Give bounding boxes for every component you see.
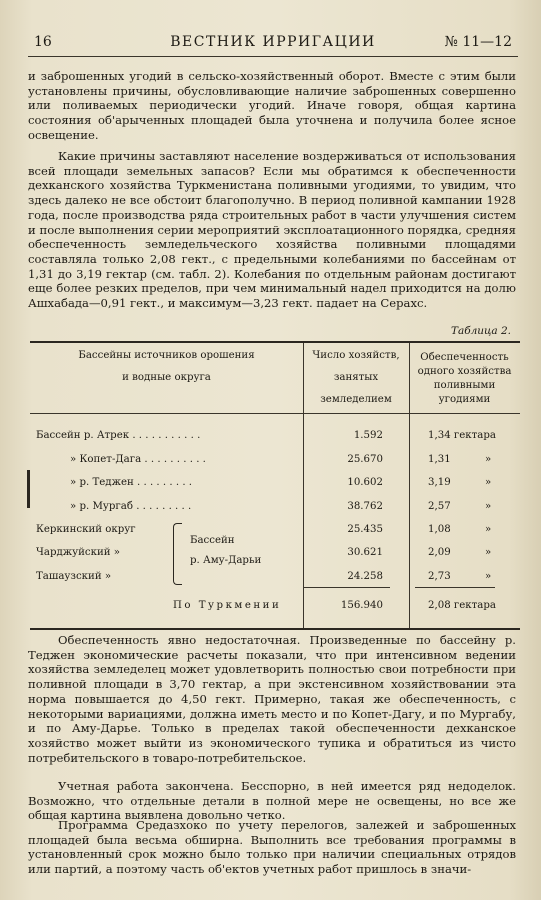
total-label: По Туркмении [173, 600, 282, 611]
total-rule [304, 587, 390, 588]
row-name: Керкинский округ [36, 524, 136, 535]
brace-label-amudarya: р. Аму-Дарьи [190, 555, 262, 566]
margin-mark [27, 470, 30, 508]
row-households: 25.670 [347, 454, 383, 465]
page-number: 16 [34, 34, 52, 50]
row-area: 2,73 [428, 571, 451, 582]
paragraph-5: Программа Средазхоко по учету перелогов, залежей и заброшенных площадей была весьма обширна. Выполнить все требования программы в установленный срок можно было только при наличии специальных отрядов или партий, а поэтому часть об'ектов учетных работ пришлось в значи- [28, 818, 516, 877]
ditto-mark: » [485, 524, 492, 535]
paragraph-4: Учетная работа закончена. Бесспорно, в ней имеется ряд недоделок. Возможно, что отдельные детали в полной мере не освещены, но все же общая картина выявлена довольно четко. [28, 779, 516, 823]
total-households: 156.940 [340, 600, 383, 611]
ditto-mark: » [485, 501, 492, 512]
brace-label-basin: Бассейн [190, 535, 235, 546]
row-households: 30.621 [347, 547, 383, 558]
journal-title: ВЕСТНИК ИРРИГАЦИИ [170, 34, 376, 50]
row-households: 10.602 [347, 477, 383, 488]
table-caption: Таблица 2. [450, 325, 511, 337]
header-basins [30, 345, 303, 389]
row-area: 1,31 [428, 454, 451, 465]
row-name: Чарджуйский » [36, 547, 121, 558]
row-area: 3,19 [428, 477, 451, 488]
row-name: » р. Теджен . . . . . . . . . [70, 477, 193, 488]
paragraph-3: Обеспеченность явно недостаточная. Произведенные по бассейну р. Теджен экономические расчеты показали, что при интенсивном ведении хозяйства земледелец может удовлетворить полностью свои потребности при поливной площади в 3,70 гектар, а при экстенсивном хозяйствовании эта норма повышается до 4,50 гект. Примерно, такая же обеспеченность, с некоторыми вариациями, должна иметь место и по Копет-Дагу, и по Мургабу, и по Аму-Дарье. Только в пределах такой обеспеченности дехканское хозяйство может выйти из экономического тупика и обратиться из чисто потребительского в товаро-потребительское. [28, 633, 516, 765]
row-area: 1,34 гектара [428, 430, 496, 441]
row-households: 25.435 [347, 524, 383, 535]
header-area: Обеспеченность одного хозяйства поливными угодиями [417, 352, 512, 405]
row-area: 1,08 [428, 524, 451, 535]
header-basins-line2: и водные округа [122, 372, 211, 383]
row-name: Бассейн р. Атрек . . . . . . . . . . . [36, 430, 201, 441]
ditto-mark: » [485, 547, 492, 558]
row-households: 24.258 [347, 571, 383, 582]
ditto-mark: » [485, 571, 492, 582]
header-households: Число хозяйств, занятых земледелием [312, 350, 400, 405]
households-table [30, 341, 520, 630]
row-name: » Копет-Дага . . . . . . . . . . [70, 454, 206, 465]
row-households: 1.592 [353, 430, 383, 441]
ditto-mark: » [485, 454, 492, 465]
page-header [28, 34, 518, 57]
header-rule [30, 413, 520, 414]
header-basins-line1: Бассейны источников орошения [78, 350, 255, 361]
total-rule [415, 587, 495, 588]
row-area: 2,09 [428, 547, 451, 558]
row-name: » р. Мургаб . . . . . . . . . [70, 501, 192, 512]
ditto-mark: » [485, 477, 492, 488]
total-area: 2,08 гектара [428, 600, 496, 611]
paragraph-1: и заброшенных угодий в сельско-хозяйственный оборот. Вместе с этим были установлены причины, обусловливающие наличие заброшенных совершенно или поливаемых периодически угодий. Иначе говоря, общая картина состояния об'арыченных площадей была уточнена и получила более ясное освещение. [28, 69, 516, 142]
paragraph-2: Какие причины заставляют население воздерживаться от использования всей площади земельных запасов? Если мы обратимся к обеспеченности дехканского хозяйства Туркменистана поливными угодиями, то увидим, что здесь далеко не все обстоит благополучно. В период поливной кампании 1928 года, после производства ряда строительных работ в части улучшения систем и после выполнения серии мероприятий эксплоатационного порядка, средняя обеспеченность земледельческого хозяйства поливными площадями составляла только 2,08 гект., с предельными колебаниями по бассейнам от 1,31 до 3,19 гектар (см. табл. 2). Колебания по отдельным районам достигают еще более резких пределов, при чем минимальный надел приходится на долю Ашхабада—0,91 гект., и максимум—3,23 гект. падает на Серахс. [28, 149, 516, 311]
row-name: Ташаузский » [36, 571, 112, 582]
grouping-brace [173, 523, 182, 585]
row-households: 38.762 [347, 501, 383, 512]
issue-number: № 11—12 [444, 34, 512, 50]
row-area: 2,57 [428, 501, 451, 512]
